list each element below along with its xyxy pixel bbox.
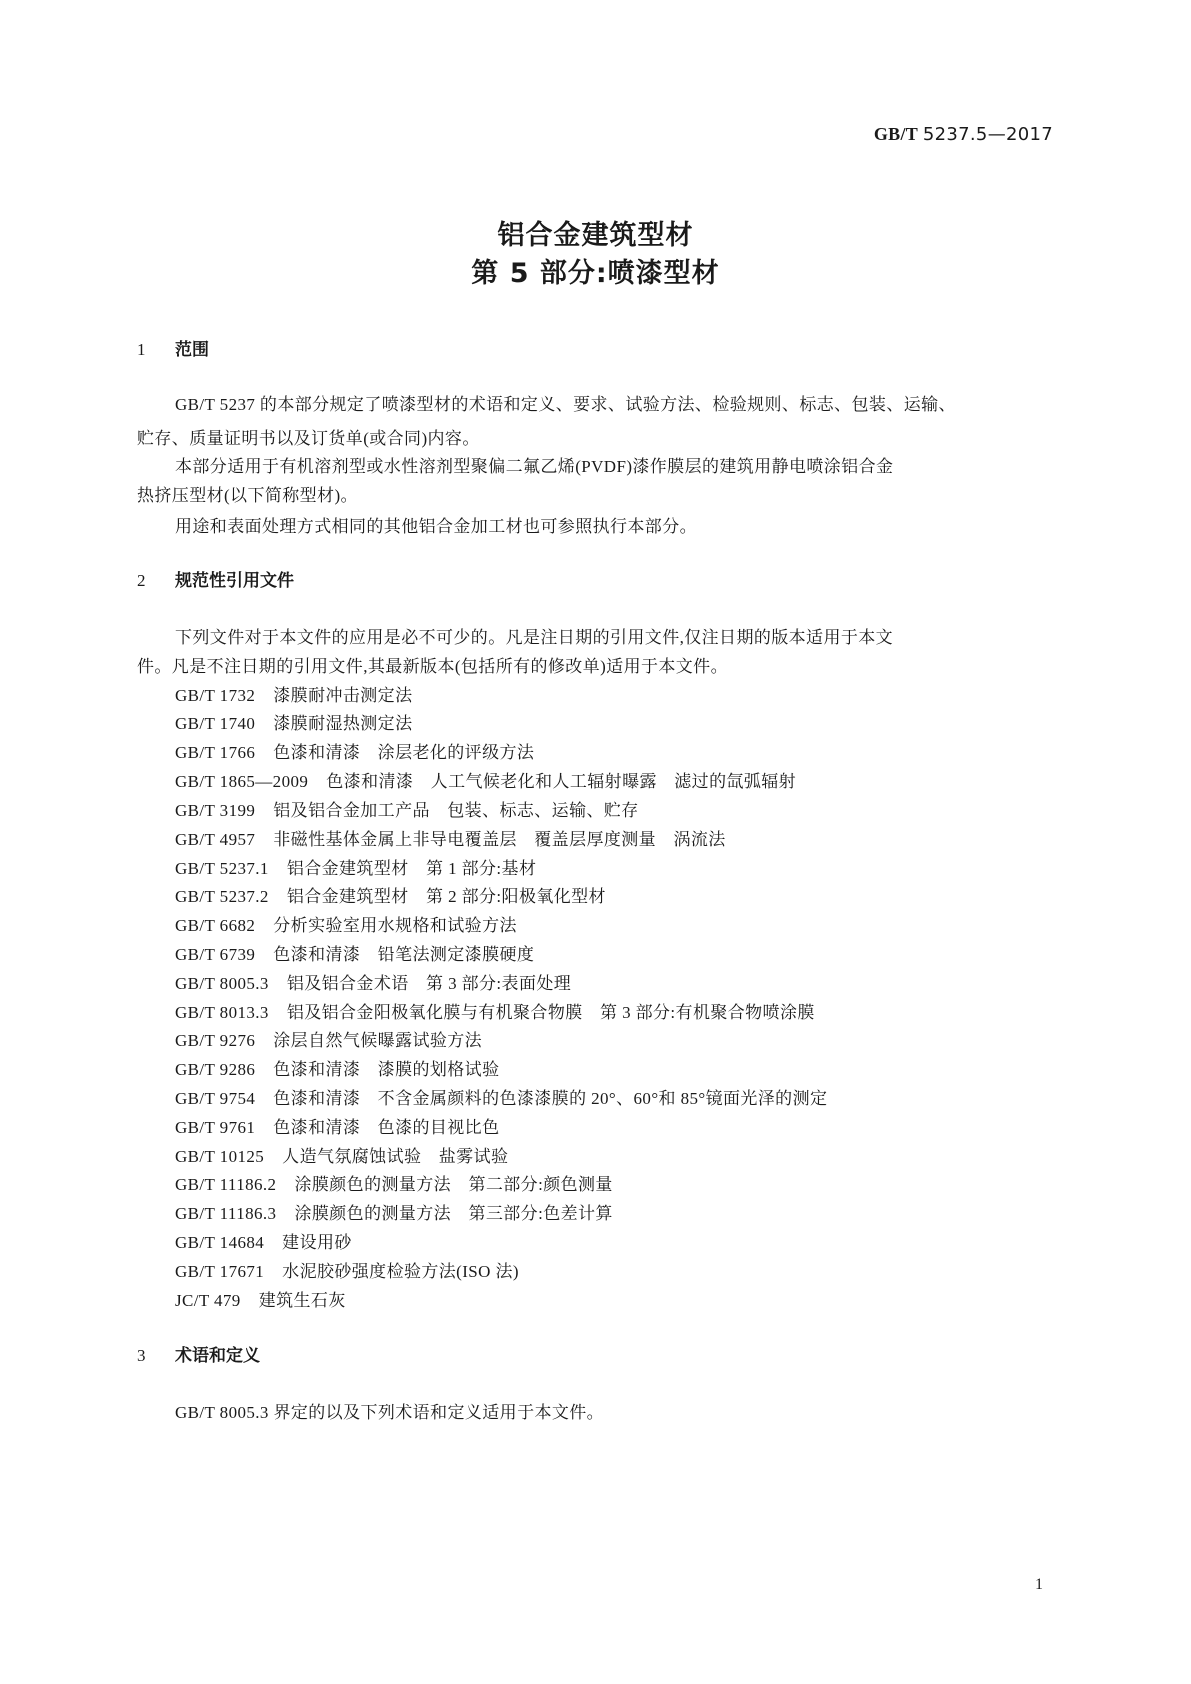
paragraph-line: GB/T 8005.3 界定的以及下列术语和定义适用于本文件。: [175, 1403, 605, 1422]
reference-item: [175, 709, 412, 734]
reference-item: [175, 1113, 499, 1138]
reference-title: 建设用砂: [282, 1233, 352, 1252]
reference-code: GB/T 6739: [175, 945, 256, 964]
reference-code: GB/T 8013.3: [175, 1003, 269, 1022]
section-title: 范围: [175, 340, 209, 360]
reference-title: 色漆和清漆 铅笔法测定漆膜硬度: [273, 945, 535, 964]
reference-item: [175, 1084, 827, 1109]
document-subtitle: 第 5 部分:喷漆型材: [471, 258, 720, 289]
reference-item: [175, 767, 796, 792]
section-heading-2: [137, 566, 294, 591]
standard-code: [874, 124, 1053, 145]
reference-title: 铝合金建筑型材 第 1 部分:基材: [286, 859, 537, 878]
reference-code: GB/T 1740: [175, 714, 256, 733]
reference-code: JC/T 479: [175, 1291, 241, 1310]
reference-code: GB/T 1766: [175, 743, 256, 762]
section-title: 规范性引用文件: [175, 571, 294, 591]
reference-item: [175, 969, 571, 994]
paragraph-line: 下列文件对于本文件的应用是必不可少的。凡是注日期的引用文件,仅注日期的版本适用于本文: [175, 628, 894, 647]
reference-item: [175, 940, 534, 965]
reference-title: 铝及铝合金阳极氧化膜与有机聚合物膜 第 3 部分:有机聚合物喷涂膜: [286, 1003, 815, 1022]
paragraph-line: 贮存、质量证明书以及订货单(或合同)内容。: [137, 429, 480, 448]
reference-code: GB/T 9286: [175, 1060, 256, 1079]
reference-title: 人造气氛腐蚀试验 盐雾试验: [282, 1147, 509, 1166]
reference-title: 水泥胶砂强度检验方法(ISO 法): [282, 1262, 519, 1281]
section-heading-1: [137, 335, 209, 360]
reference-title: 漆膜耐冲击测定法: [273, 686, 413, 705]
reference-code: GB/T 9761: [175, 1118, 256, 1137]
reference-code: GB/T 11186.2: [175, 1175, 277, 1194]
section-number: 2: [137, 571, 146, 590]
reference-title: 铝及铝合金加工产品 包装、标志、运输、贮存: [273, 801, 639, 820]
reference-code: GB/T 5237.2: [175, 887, 269, 906]
reference-item: [175, 882, 606, 907]
standard-code-prefix: GB/T: [873, 124, 919, 144]
reference-title: 漆膜耐湿热测定法: [273, 714, 413, 733]
reference-code: GB/T 14684: [175, 1233, 265, 1252]
reference-item: [175, 998, 815, 1023]
reference-item: [175, 854, 536, 879]
reference-item: [175, 1228, 352, 1253]
section-number: 3: [137, 1346, 146, 1365]
reference-code: GB/T 5237.1: [175, 859, 269, 878]
reference-code: GB/T 17671: [175, 1262, 265, 1281]
reference-title: 涂膜颜色的测量方法 第二部分:颜色测量: [294, 1175, 613, 1194]
reference-title: 非磁性基体金属上非导电覆盖层 覆盖层厚度测量 涡流法: [273, 830, 726, 849]
paragraph-line: GB/T 5237 的本部分规定了喷漆型材的术语和定义、要求、试验方法、检验规则、标志、包装、运输、: [175, 395, 956, 414]
reference-title: 色漆和清漆 漆膜的划格试验: [273, 1060, 500, 1079]
reference-code: GB/T 9276: [175, 1031, 256, 1050]
reference-item: [175, 1142, 508, 1167]
reference-title: 铝合金建筑型材 第 2 部分:阳极氧化型材: [286, 887, 606, 906]
reference-title: 色漆和清漆 不含金属颜料的色漆漆膜的 20°、60°和 85°镜面光泽的测定: [273, 1089, 828, 1108]
reference-code: GB/T 8005.3: [175, 974, 269, 993]
section-title: 术语和定义: [175, 1346, 260, 1366]
reference-item: [175, 1286, 346, 1311]
reference-item: [175, 1026, 482, 1051]
paragraph-line: 件。凡是不注日期的引用文件,其最新版本(包括所有的修改单)适用于本文件。: [137, 657, 728, 676]
reference-item: [175, 1170, 613, 1195]
reference-title: 涂层自然气候曝露试验方法: [273, 1031, 483, 1050]
reference-title: 涂膜颜色的测量方法 第三部分:色差计算: [294, 1204, 613, 1223]
reference-item: [175, 825, 726, 850]
paragraph-line: 热挤压型材(以下简称型材)。: [137, 486, 358, 505]
reference-item: [175, 1055, 499, 1080]
reference-title: 色漆和清漆 色漆的目视比色: [273, 1118, 500, 1137]
page-number: 1: [1035, 1576, 1043, 1593]
reference-code: GB/T 10125: [175, 1147, 265, 1166]
reference-item: [175, 1199, 613, 1224]
reference-title: 色漆和清漆 人工气候老化和人工辐射曝露 滤过的氙弧辐射: [326, 772, 797, 791]
reference-item: [175, 796, 639, 821]
reference-title: 分析实验室用水规格和试验方法: [273, 916, 517, 935]
reference-item: [175, 681, 412, 706]
standard-code-number: 5237.5—2017: [922, 124, 1053, 145]
document-title: 铝合金建筑型材: [497, 220, 694, 251]
reference-code: GB/T 1732: [175, 686, 256, 705]
reference-code: GB/T 1865—2009: [175, 772, 309, 791]
section-number: 1: [137, 340, 146, 359]
reference-title: 色漆和清漆 涂层老化的评级方法: [273, 743, 535, 762]
reference-code: GB/T 6682: [175, 916, 256, 935]
reference-item: [175, 911, 517, 936]
reference-item: [175, 738, 534, 763]
reference-code: GB/T 9754: [175, 1089, 256, 1108]
reference-code: GB/T 4957: [175, 830, 256, 849]
paragraph-line: 用途和表面处理方式相同的其他铝合金加工材也可参照执行本部分。: [175, 517, 697, 536]
reference-title: 建筑生石灰: [258, 1291, 346, 1310]
reference-item: [175, 1257, 519, 1282]
reference-code: GB/T 11186.3: [175, 1204, 277, 1223]
reference-code: GB/T 3199: [175, 801, 256, 820]
section-heading-3: [137, 1341, 260, 1366]
paragraph-line: 本部分适用于有机溶剂型或水性溶剂型聚偏二氟乙烯(PVDF)漆作膜层的建筑用静电喷涂铝合金: [175, 457, 894, 476]
reference-title: 铝及铝合金术语 第 3 部分:表面处理: [286, 974, 572, 993]
